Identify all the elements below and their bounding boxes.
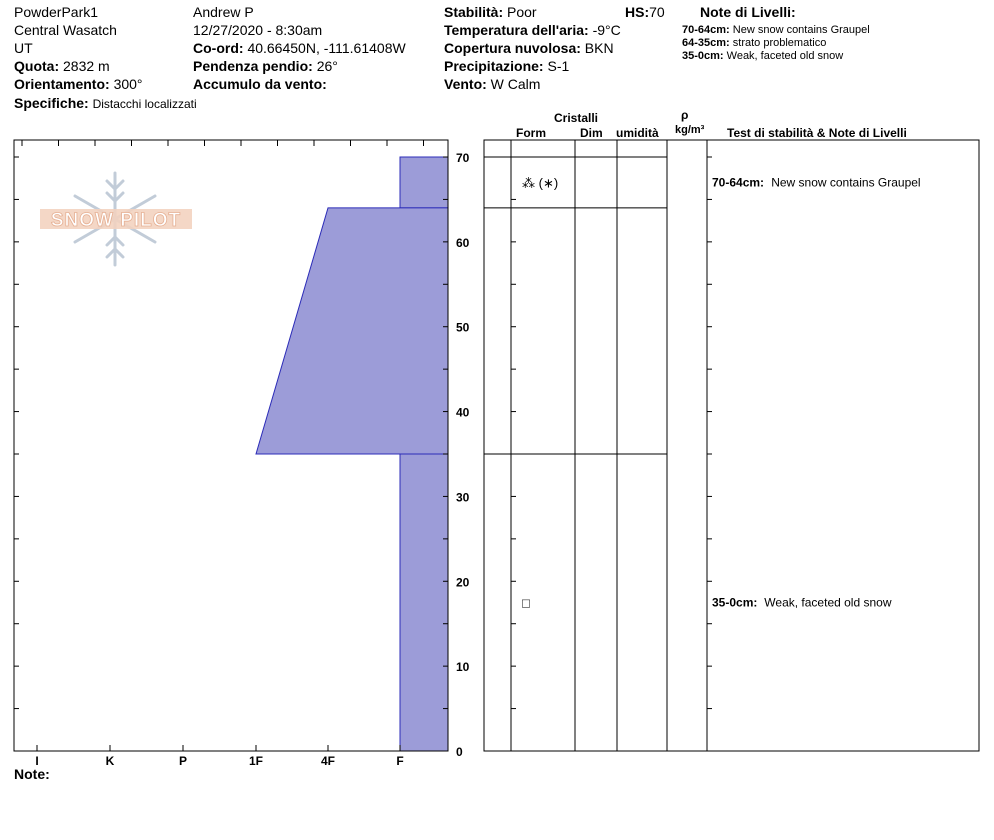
grain-form-symbol: ⁂ (∗) bbox=[522, 175, 559, 191]
stability-label: Stabilità: bbox=[444, 4, 504, 20]
form-header: Form bbox=[516, 126, 546, 140]
layer-note-range: 35-0cm: bbox=[682, 50, 724, 62]
depth-tick-label: 30 bbox=[456, 490, 470, 505]
moisture-header: umidità bbox=[616, 126, 659, 140]
hardness-layers bbox=[256, 157, 448, 751]
mountain-range: Central Wasatch bbox=[14, 22, 117, 38]
crystals-header: Cristalli bbox=[554, 111, 599, 125]
depth-tick-label: 50 bbox=[456, 320, 470, 335]
grain-form-symbol: □ bbox=[522, 595, 530, 611]
observer: Andrew P bbox=[193, 4, 254, 20]
footer-note-label: Note: bbox=[14, 766, 50, 782]
air-temp-value: -9°C bbox=[592, 22, 621, 38]
hardness-profile bbox=[14, 140, 448, 768]
layer-note-text: Weak, faceted old snow bbox=[764, 595, 892, 610]
aspect-label: Orientamento: bbox=[14, 76, 110, 92]
details-value: Distacchi localizzati bbox=[92, 97, 197, 111]
hardness-layer-1 bbox=[400, 157, 448, 208]
hs-label: HS: bbox=[625, 4, 650, 20]
sky-label: Copertura nuvolosa: bbox=[444, 40, 581, 56]
hardness-tick-label: P bbox=[178, 754, 188, 768]
precip-value: S-1 bbox=[547, 58, 570, 74]
rho-header: ρ bbox=[681, 108, 689, 122]
details-label: Specifiche: bbox=[14, 95, 89, 111]
depth-tick-label: 20 bbox=[456, 575, 470, 590]
elevation-label: Quota: bbox=[14, 58, 60, 74]
layer-note-range: 70-64cm: bbox=[682, 24, 730, 36]
size-header: Dim bbox=[580, 126, 603, 140]
hardness-tick-label: K bbox=[105, 754, 115, 768]
layer-rows bbox=[484, 157, 921, 611]
depth-tick-label: 60 bbox=[456, 235, 470, 250]
elevation-value: 2832 m bbox=[63, 58, 110, 74]
precip-label: Precipitazione: bbox=[444, 58, 544, 74]
logo-text: SNOW PILOT bbox=[50, 210, 182, 231]
layer-note-range: 35-0cm: bbox=[712, 595, 758, 610]
layer-notes-title: Note di Livelli: bbox=[700, 4, 796, 20]
coords-value: 40.66450N, -111.61408W bbox=[247, 40, 406, 56]
stability-value: Poor bbox=[507, 4, 537, 20]
density-unit-header: kg/m³ bbox=[675, 124, 705, 136]
site-name: PowderPark1 bbox=[14, 4, 99, 20]
hs-value: 70 bbox=[649, 4, 665, 20]
layer-note-text: strato problematico bbox=[732, 37, 827, 49]
hardness-tick-label: 1F bbox=[248, 754, 264, 768]
notes-header: Test di stabilità & Note di Livelli bbox=[727, 126, 907, 140]
depth-tick-label: 70 bbox=[456, 151, 470, 165]
depth-tick-label: 40 bbox=[456, 405, 470, 420]
hardness-layer-2 bbox=[256, 208, 448, 454]
snowpilot-logo bbox=[40, 173, 192, 265]
coords-label: Co-ord: bbox=[193, 40, 244, 56]
layer-note-range: 70-64cm: bbox=[712, 175, 765, 190]
hardness-tick-label: F bbox=[396, 754, 404, 768]
layer-note-range: 64-35cm: bbox=[682, 37, 730, 49]
observation-datetime: 12/27/2020 - 8:30am bbox=[193, 22, 323, 38]
aspect-value: 300° bbox=[113, 76, 143, 92]
layer-note-text: New snow contains Graupel bbox=[732, 24, 870, 36]
depth-tick-label: 0 bbox=[456, 745, 463, 759]
air-temp-label: Temperatura dell'aria: bbox=[444, 22, 589, 38]
hardness-layer-3 bbox=[400, 454, 448, 751]
wind-label: Vento: bbox=[444, 76, 487, 92]
sky-value: BKN bbox=[584, 40, 614, 56]
depth-axis bbox=[456, 151, 712, 759]
wind-value: W Calm bbox=[490, 76, 541, 92]
hardness-tick-label: 4F bbox=[320, 754, 336, 768]
wind-load-label: Accumulo da vento: bbox=[193, 76, 327, 92]
layer-table bbox=[456, 140, 979, 759]
hardness-tick-label: I bbox=[35, 754, 39, 768]
layer-table-frame bbox=[484, 140, 979, 751]
slope-label: Pendenza pendio: bbox=[193, 58, 313, 74]
slope-value: 26° bbox=[316, 58, 338, 74]
layer-note-text: Weak, faceted old snow bbox=[726, 50, 844, 62]
depth-tick-label: 10 bbox=[456, 660, 470, 675]
layer-note-text: New snow contains Graupel bbox=[771, 175, 921, 190]
state: UT bbox=[14, 40, 33, 56]
